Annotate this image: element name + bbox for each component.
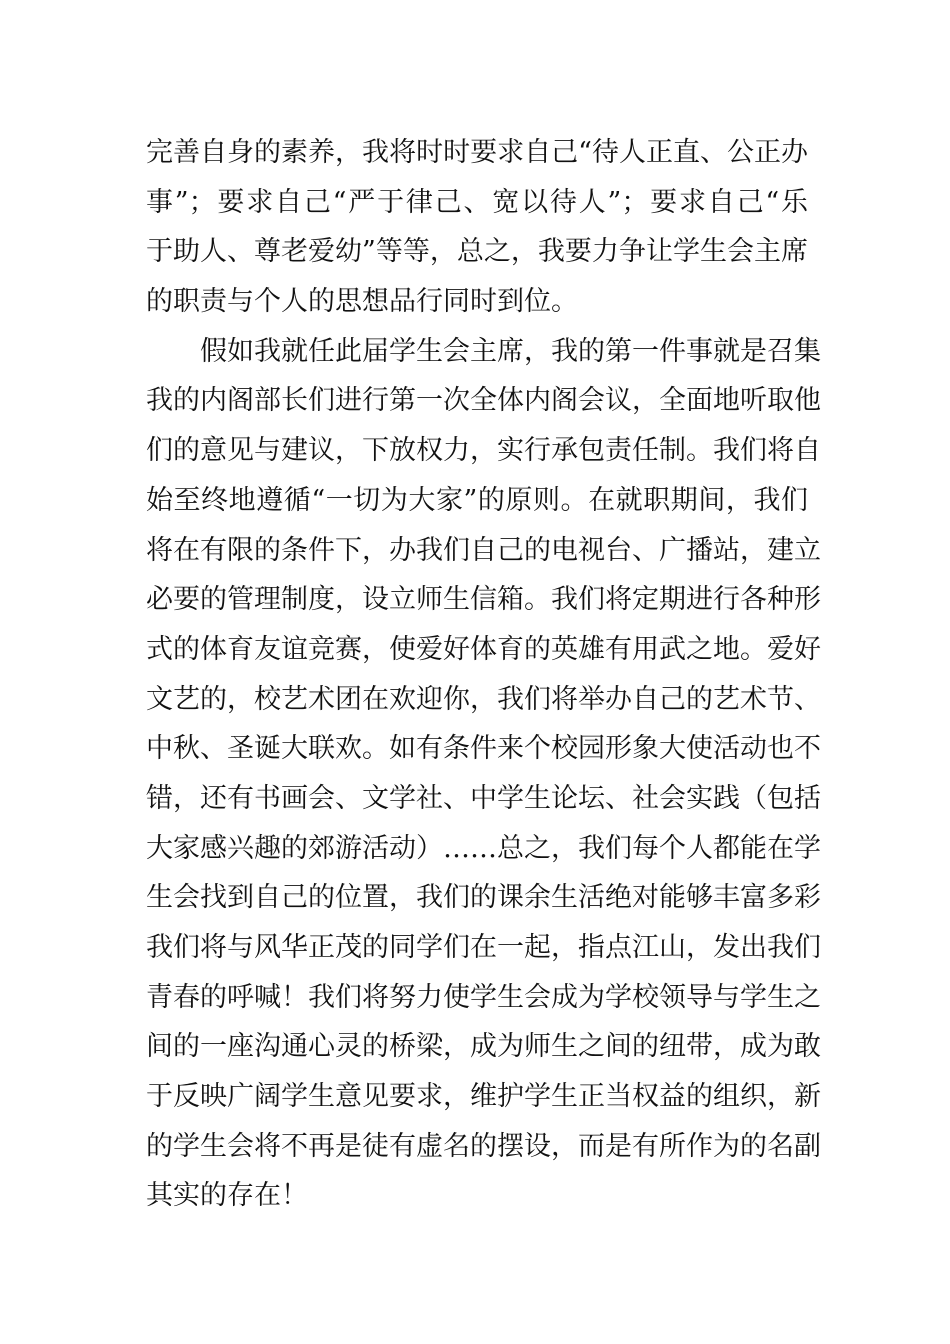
text-line: 们的意见与建议，下放权力，实行承包责任制。我们将自 (146, 435, 821, 467)
text-line: 中秋、圣诞大联欢。如有条件来个校园形象大使活动也不 (146, 733, 821, 765)
text-line: 青春的呼喊！我们将努力使学生会成为学校领导与学生之 (146, 981, 821, 1013)
paragraph-2 (146, 327, 821, 1221)
text-line: 大家感兴趣的郊游活动）……总之，我们每个人都能在学 (146, 832, 821, 864)
text-line: 我们将与风华正茂的同学们在一起，指点江山，发出我们 (146, 932, 821, 963)
text-line: 的学生会将不再是徒有虚名的摆设，而是有所作为的名副 (146, 1130, 821, 1162)
document-body (146, 128, 821, 1221)
text-line: 式的体育友谊竞赛，使爱好体育的英雄有用武之地。爱好 (146, 633, 821, 665)
text-line: 假如我就任此届学生会主席，我的第一件事就是召集 (200, 335, 821, 367)
text-line: 必要的管理制度，设立师生信箱。我们将定期进行各种形 (146, 584, 821, 616)
text-line: 间的一座沟通心灵的桥梁，成为师生之间的纽带，成为敢 (146, 1031, 821, 1063)
text-line: 于反映广阔学生意见要求，维护学生正当权益的组织，新 (146, 1081, 821, 1113)
text-line: 始至终地遵循“一切为大家”的原则。在就职期间，我们 (146, 484, 808, 516)
text-line: 的职责与个人的思想品行同时到位。 (146, 286, 578, 318)
text-line: 事”；要求自己“严于律己、宽以待人”；要求自己“乐 (146, 186, 808, 218)
text-line: 完善自身的素养，我将时时要求自己“待人正直、公正办 (146, 137, 808, 168)
text-line: 将在有限的条件下，办我们自己的电视台、广播站，建立 (146, 534, 821, 566)
text-line: 生会找到自己的位置，我们的课余生活绝对能够丰富多彩 (146, 882, 821, 914)
text-line: 错，还有书画会、文学社、中学生论坛、社会实践（包括 (146, 782, 821, 814)
text-line: 于助人、尊老爱幼”等等，总之，我要力争让学生会主席 (146, 236, 808, 268)
text-line: 我的内阁部长们进行第一次全体内阁会议，全面地听取他 (146, 385, 821, 417)
paragraph-1 (146, 128, 808, 327)
text-line: 文艺的，校艺术团在欢迎你，我们将举办自己的艺术节、 (146, 683, 821, 715)
text-line: 其实的存在！ (146, 1180, 308, 1212)
